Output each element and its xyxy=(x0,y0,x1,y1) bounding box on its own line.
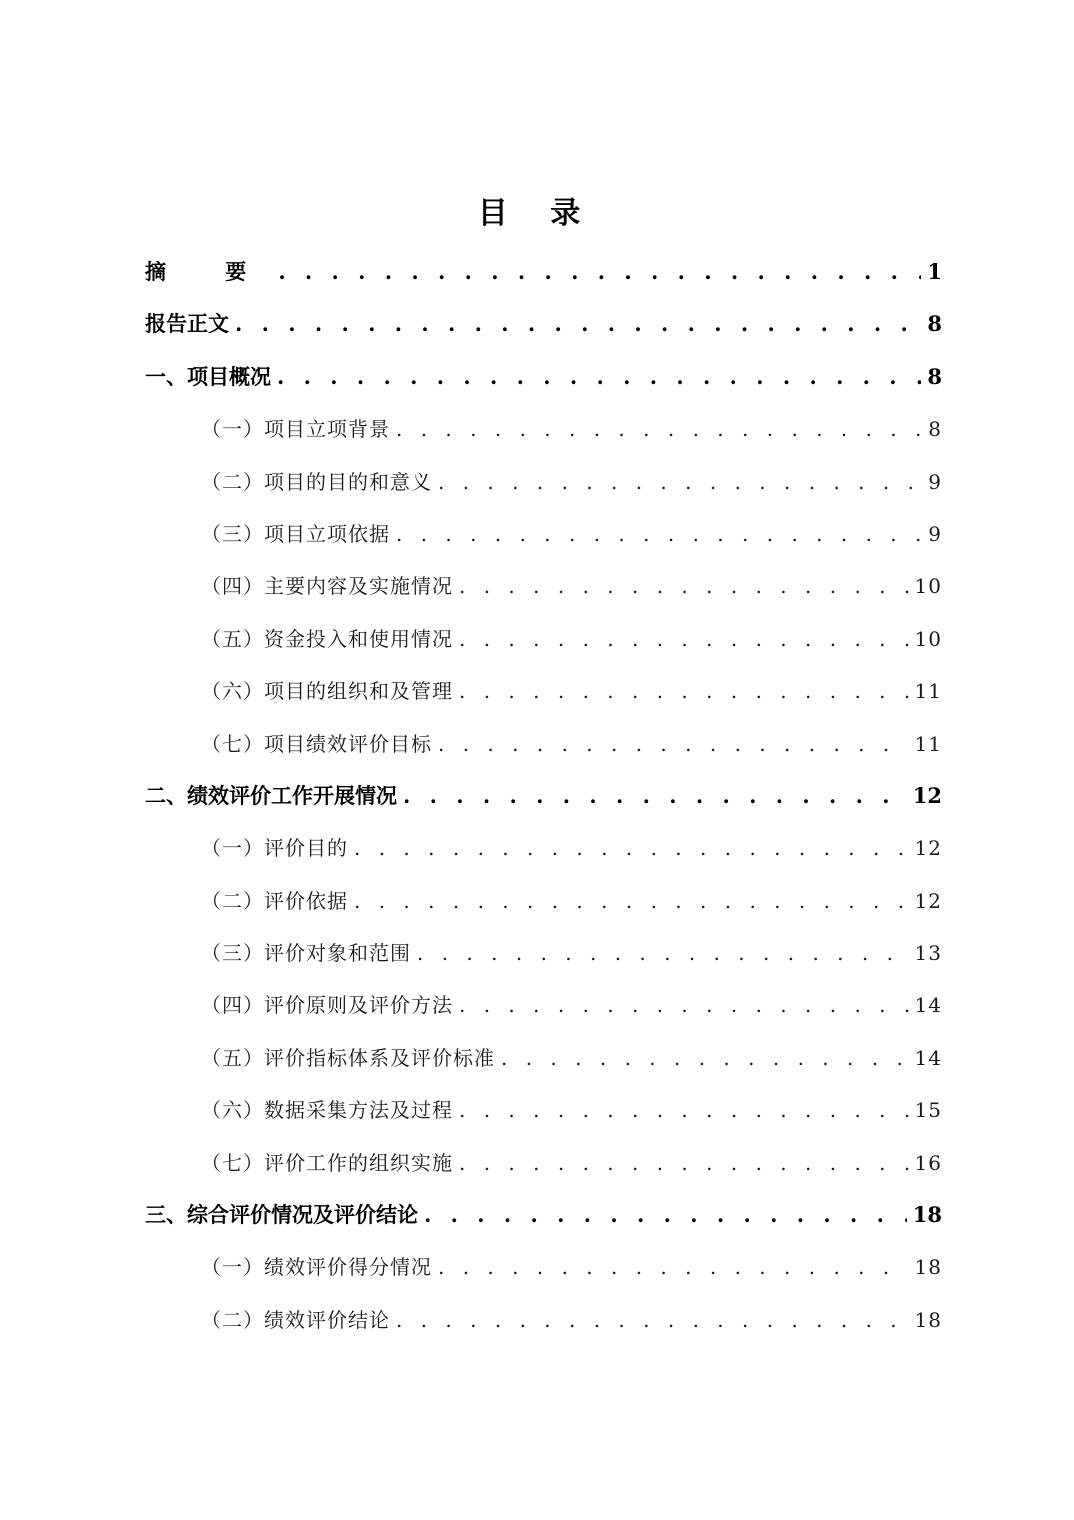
toc-entry[interactable] xyxy=(145,560,942,612)
toc-dot-leader xyxy=(438,718,909,770)
toc-list xyxy=(145,246,942,1346)
toc-entry-label: 二、绩效评价工作开展情况 xyxy=(145,782,397,808)
toc-entry-page: 8 xyxy=(927,363,942,389)
toc-dot-leader xyxy=(459,613,909,665)
toc-dot-leader xyxy=(424,1189,907,1241)
toc-entry[interactable] xyxy=(145,1189,942,1241)
toc-entry[interactable] xyxy=(145,1294,942,1346)
toc-entry-page: 1 xyxy=(927,259,942,284)
toc-entry-label: （一）绩效评价得分情况 xyxy=(201,1255,432,1280)
toc-entry-label: （六）数据采集方法及过程 xyxy=(201,1098,453,1123)
toc-entry-page: 11 xyxy=(914,679,942,704)
toc-entry-page: 12 xyxy=(914,888,942,913)
toc-entry-label: （二）项目的目的和意义 xyxy=(201,469,432,494)
toc-entry[interactable] xyxy=(145,979,942,1031)
toc-dot-leader xyxy=(459,1084,909,1136)
toc-entry-page: 9 xyxy=(928,521,942,546)
toc-entry[interactable] xyxy=(145,927,942,979)
toc-entry[interactable] xyxy=(145,875,942,927)
toc-entry[interactable] xyxy=(145,1241,942,1293)
toc-entry-label: 摘 要 xyxy=(145,259,273,284)
toc-entry[interactable] xyxy=(145,456,942,508)
toc-dot-leader xyxy=(459,560,909,612)
toc-entry-page: 8 xyxy=(928,417,942,442)
toc-entry[interactable] xyxy=(145,351,942,403)
toc-entry-page: 10 xyxy=(914,574,942,599)
toc-entry-page: 11 xyxy=(914,731,942,756)
toc-dot-leader xyxy=(459,1137,909,1189)
toc-entry-page: 8 xyxy=(927,311,942,337)
toc-dot-leader xyxy=(277,351,921,403)
toc-entry-label: （七）项目绩效评价目标 xyxy=(201,731,432,756)
toc-entry-page: 16 xyxy=(914,1150,942,1175)
toc-dot-leader xyxy=(396,403,922,455)
toc-entry-page: 18 xyxy=(912,1202,942,1228)
toc-entry[interactable] xyxy=(145,665,942,717)
toc-entry[interactable] xyxy=(145,770,942,822)
toc-entry-page: 9 xyxy=(928,469,942,494)
toc-entry[interactable] xyxy=(145,718,942,770)
toc-entry-page: 14 xyxy=(914,1045,942,1070)
toc-entry[interactable] xyxy=(145,1137,942,1189)
toc-dot-leader xyxy=(235,298,921,350)
toc-dot-leader xyxy=(438,1241,909,1293)
toc-entry[interactable] xyxy=(145,508,942,560)
toc-entry-label: （五）评价指标体系及评价标准 xyxy=(201,1045,495,1070)
toc-dot-leader xyxy=(459,665,909,717)
toc-title: 目 录 xyxy=(477,196,597,231)
toc-entry-label: （五）资金投入和使用情况 xyxy=(201,626,453,651)
toc-dot-leader xyxy=(459,979,909,1031)
toc-dot-leader xyxy=(438,456,922,508)
toc-dot-leader xyxy=(501,1032,909,1084)
toc-entry-page: 10 xyxy=(914,626,942,651)
toc-entry-page: 12 xyxy=(912,782,942,808)
toc-entry[interactable] xyxy=(145,1032,942,1084)
toc-entry-label: （一）项目立项背景 xyxy=(201,417,390,442)
toc-entry[interactable] xyxy=(145,298,942,350)
toc-entry-label: （三）评价对象和范围 xyxy=(201,941,411,966)
toc-entry-label: （三）项目立项依据 xyxy=(201,521,390,546)
toc-entry-label: 三、综合评价情况及评价结论 xyxy=(145,1202,418,1228)
toc-entry[interactable] xyxy=(145,1084,942,1136)
toc-entry-label: （四）主要内容及实施情况 xyxy=(201,574,453,599)
toc-dot-leader xyxy=(396,1294,909,1346)
toc-dot-leader xyxy=(278,246,921,298)
toc-dot-leader xyxy=(417,927,909,979)
toc-dot-leader xyxy=(396,508,922,560)
toc-entry-page: 14 xyxy=(914,993,942,1018)
toc-entry[interactable] xyxy=(145,403,942,455)
toc-entry-label: （六）项目的组织和及管理 xyxy=(201,679,453,704)
toc-entry-label: （二）绩效评价结论 xyxy=(201,1307,390,1332)
toc-entry[interactable] xyxy=(145,613,942,665)
toc-dot-leader xyxy=(354,875,909,927)
toc-entry-label: （一）评价目的 xyxy=(201,836,348,861)
toc-entry[interactable] xyxy=(145,246,942,298)
toc-entry[interactable] xyxy=(145,822,942,874)
toc-entry-label: 报告正文 xyxy=(145,311,229,337)
toc-entry-page: 15 xyxy=(914,1098,942,1123)
toc-entry-label: （二）评价依据 xyxy=(201,888,348,913)
toc-entry-page: 13 xyxy=(914,941,942,966)
toc-entry-label: （四）评价原则及评价方法 xyxy=(201,993,453,1018)
toc-entry-label: （七）评价工作的组织实施 xyxy=(201,1150,453,1175)
toc-entry-page: 18 xyxy=(914,1307,942,1332)
toc-entry-page: 18 xyxy=(914,1255,942,1280)
toc-entry-label: 一、项目概况 xyxy=(145,363,271,389)
toc-dot-leader xyxy=(354,822,909,874)
toc-entry-page: 12 xyxy=(914,836,942,861)
toc-dot-leader xyxy=(403,770,907,822)
